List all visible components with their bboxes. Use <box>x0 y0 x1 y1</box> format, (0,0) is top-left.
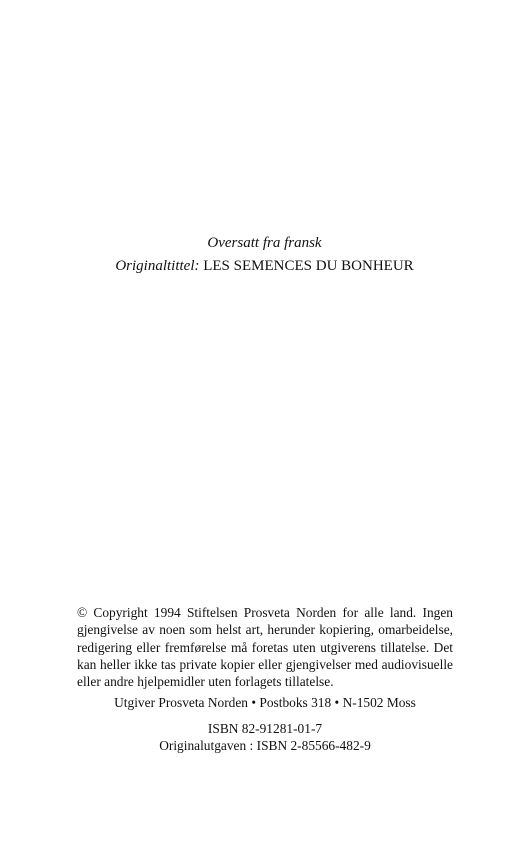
isbn-number: ISBN 82-91281-01-7 <box>207 720 323 736</box>
original-title-line <box>0 255 529 278</box>
publisher-address: Utgiver Prosveta Norden • Postboks 318 • N-1502 Moss <box>114 695 416 711</box>
isbn-info <box>77 720 453 755</box>
copyright-line: kan heller ikke tas private kopier eller gjengivelser med audiovisuelle <box>77 656 453 672</box>
copyright-line: redigering eller fremførelse må foretas uten utgiverens tillatelse. Det <box>77 639 453 655</box>
copyright-line: eller andre hjelpemidler uten forlagets tillatelse. <box>77 674 334 690</box>
copyright-notice <box>77 604 453 754</box>
copyright-paragraph <box>77 604 453 690</box>
copyright-line: © Copyright 1994 Stiftelsen Prosveta Norden for alle land. Ingen <box>77 605 453 620</box>
original-edition-isbn: Originalutgaven : ISBN 2-85566-482-9 <box>159 738 371 754</box>
copyright-line: gjengivelse av noen som helst art, herunder kopiering, omarbeidelse, <box>77 622 453 638</box>
original-title-label: Originaltittel: <box>115 258 200 274</box>
translated-from-text: Oversatt fra fransk <box>207 235 322 251</box>
translation-info <box>0 232 529 278</box>
original-title: LES SEMENCES DU BONHEUR <box>203 258 414 274</box>
